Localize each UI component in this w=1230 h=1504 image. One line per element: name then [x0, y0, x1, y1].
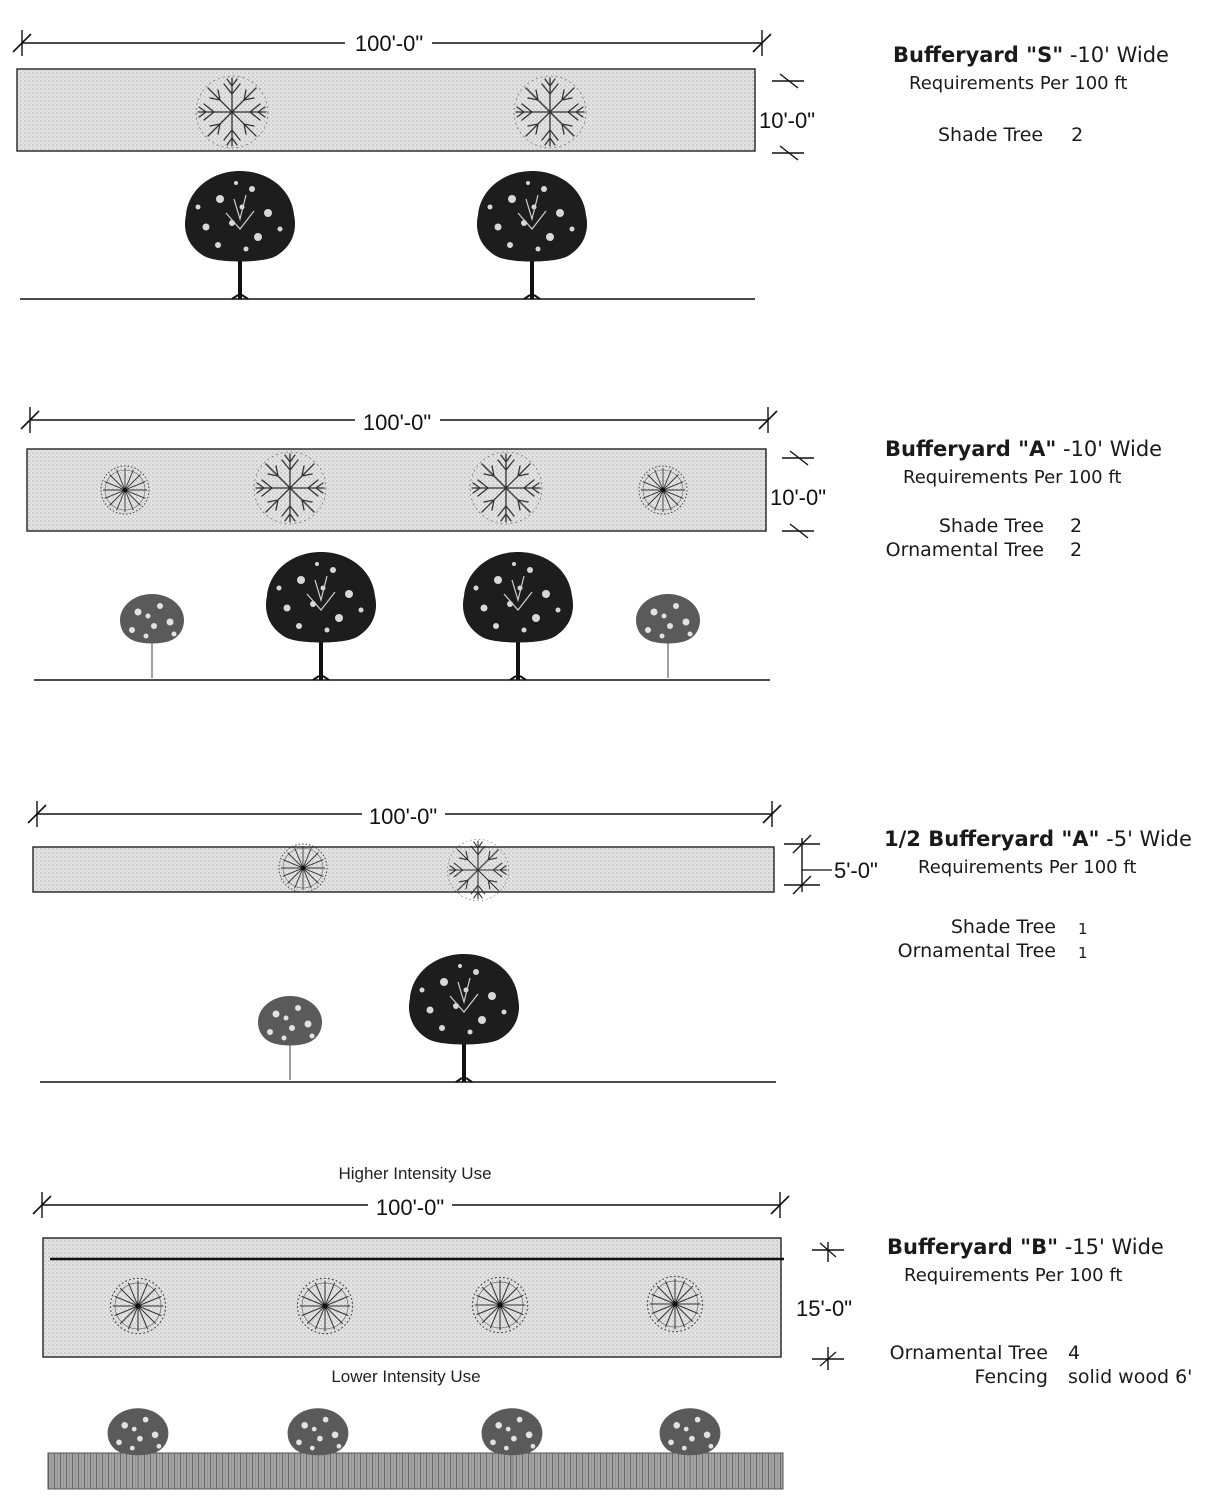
section-a-diagram — [21, 407, 826, 680]
lower-intensity-label: Lower Intensity Use — [331, 1367, 481, 1386]
requirement-value: 1 — [1078, 920, 1088, 938]
legend-title-rest: -10' Wide — [1063, 43, 1169, 67]
legend-title-rest: -10' Wide — [1056, 437, 1163, 461]
depth-label: 10'-0" — [770, 485, 827, 510]
section-s-diagram — [13, 30, 815, 299]
legend-title-rest: -15' Wide — [1058, 1235, 1164, 1259]
legend-subtitle: Requirements Per 100 ft — [904, 1265, 1123, 1286]
shade-tree-elevation-icon — [266, 552, 376, 680]
dimension-line — [28, 801, 781, 829]
legend-title-bold: Bufferyard "A" — [885, 437, 1057, 461]
ornamental-tree-elevation-icon — [120, 594, 184, 678]
dimension-line — [13, 30, 771, 56]
requirement-row — [938, 124, 1083, 146]
fence-icon — [48, 1453, 783, 1489]
requirement-value: 2 — [1070, 515, 1083, 537]
legend-title — [884, 827, 1214, 851]
dimension-label: 100'-0" — [375, 1195, 445, 1220]
shade-tree-elevation-icon — [463, 552, 573, 680]
legend-title — [887, 1235, 1187, 1259]
legend-title-bold: Bufferyard "B" — [887, 1235, 1059, 1259]
shade-tree-elevation-icon — [477, 171, 587, 299]
buffer-strip — [43, 1238, 781, 1357]
depth-dimension — [759, 74, 815, 160]
requirement-name: Shade Tree — [938, 515, 1044, 537]
requirement-row — [872, 1342, 1202, 1392]
legend-title-rest: -5' Wide — [1099, 827, 1192, 851]
requirement-row — [880, 916, 1110, 966]
requirement-name: Fencing — [974, 1366, 1048, 1388]
shade-tree-elevation-icon — [409, 954, 519, 1082]
dimension-label: 100'-0" — [354, 31, 424, 56]
requirement-name: Ornamental Tree — [897, 940, 1056, 962]
requirement-name: Shade Tree — [938, 124, 1044, 146]
dimension-line — [33, 1192, 789, 1220]
dimension-label: 100'-0" — [368, 804, 438, 829]
legend-subtitle: Requirements Per 100 ft — [903, 467, 1122, 488]
buffer-strip — [17, 69, 755, 151]
legend-subtitle: Requirements Per 100 ft — [918, 857, 1137, 878]
legend-subtitle: Requirements Per 100 ft — [909, 73, 1128, 94]
legend-title-bold: Bufferyard "S" — [893, 43, 1064, 67]
ornamental-tree-elevation-icon — [636, 594, 700, 678]
depth-label: 10'-0" — [759, 108, 816, 133]
legend-title — [885, 437, 1185, 461]
higher-intensity-label: Higher Intensity Use — [338, 1164, 492, 1183]
buffer-strip — [33, 847, 774, 892]
legend-title — [893, 43, 1193, 67]
requirement-name: Ornamental Tree — [885, 539, 1044, 561]
shade-tree-elevation-icon — [185, 171, 295, 299]
legend-bufferyard-a — [885, 437, 1185, 488]
requirement-value: 2 — [1071, 124, 1084, 146]
section-half-a-diagram — [28, 801, 878, 1082]
depth-label: 5'-0" — [834, 858, 878, 883]
requirement-name: Ornamental Tree — [889, 1342, 1048, 1364]
requirement-row — [870, 515, 1100, 565]
requirement-name: Shade Tree — [950, 916, 1056, 938]
legend-bufferyard-b — [887, 1235, 1187, 1286]
depth-dimension — [784, 835, 878, 894]
dimension-line — [21, 407, 777, 435]
ornamental-tree-elevation-icon — [258, 996, 322, 1080]
requirement-value: solid wood 6' — [1068, 1366, 1193, 1388]
legend-half-bufferyard-a — [884, 827, 1214, 878]
section-b-diagram — [33, 1164, 852, 1489]
legend-title-bold: 1/2 Bufferyard "A" — [884, 827, 1100, 851]
dimension-label: 100'-0" — [362, 410, 432, 435]
requirement-value: 2 — [1070, 539, 1083, 561]
depth-dimension — [796, 1242, 852, 1370]
legend-bufferyard-s — [893, 43, 1193, 94]
requirement-value: 1 — [1078, 944, 1088, 962]
depth-dimension — [770, 451, 826, 538]
depth-label: 15'-0" — [796, 1296, 853, 1321]
requirement-value: 4 — [1068, 1342, 1081, 1364]
